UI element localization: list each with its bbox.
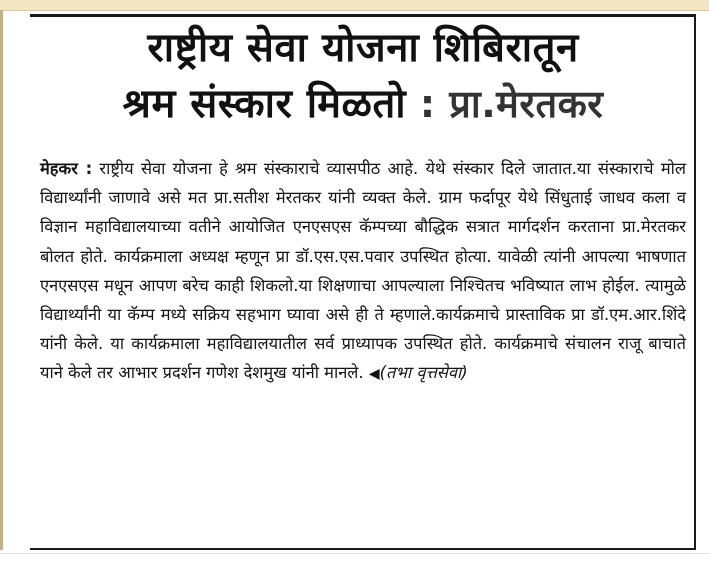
top-page-strip <box>0 0 709 11</box>
news-credit <box>369 363 468 382</box>
article-body <box>40 154 686 390</box>
article-body-text: राष्ट्रीय सेवा योजना हे श्रम संस्काराचे व्यासपीठ आहे. येथे संस्कार दिले जातात.या संस्काराचे मोल विद्यार्थ्यांनी जाणावे असे मत प्रा.सतीश मेरतकर यांनी व्यक्त केले. ग्राम फर्दापूर येथे सिंधुताई जाधव कला व विज्ञान महाविद्यालयाच्या वतीने आयोजित एनएसएस कॅम्पच्या बौद्धिक सत्रात मार्गदर्शन करताना प्रा.मेरतकर बोलत होते. कार्यक्रमाला अध्यक्ष म्हणून प्रा डॉ.एस.एस.पवार उपस्थित होत्या. यावेळी त्यांनी आपल्या भाषणात एनएसएस मधून आपण बरेच काही शिकलो.या शिक्षणाचा आपल्याला निश्चितच भविष्यात लाभ होईल. त्यामुळे विद्यार्थ्यांनी या कॅम्प मध्ये सक्रिय सहभाग घ्यावा असे ही ते म्हणाले.कार्यक्रमाचे प्रास्ताविक प्रा डॉ.एम.आर.शिंदे यांनी केले. या कार्यक्रमाला महाविद्यालयातील सर्व प्राध्यापक उपस्थित होते. कार्यक्रमाचे संचालन राजू बाचाते याने केले तर आभार प्रदर्शन गणेश देशमुख यांनी मानले. <box>40 159 686 383</box>
article-dateline: मेहकर : <box>40 159 93 178</box>
headline-line-2 <box>30 78 696 130</box>
credit-arrow-icon: ◀ <box>368 366 380 383</box>
credit-text: (तभा वृत्तसेवा) <box>379 363 468 383</box>
left-column-rule <box>0 10 3 550</box>
headline-separator: : <box>406 82 450 126</box>
headline-line-1: राष्ट्रीय सेवा योजना शिबिरातून <box>147 25 579 71</box>
bottom-page-area <box>0 553 709 572</box>
article-headline <box>30 22 696 130</box>
headline-line-2-text: श्रम संस्कार मिळतो <box>122 81 407 127</box>
headline-byline: प्रा.मेरतकर <box>449 82 604 126</box>
